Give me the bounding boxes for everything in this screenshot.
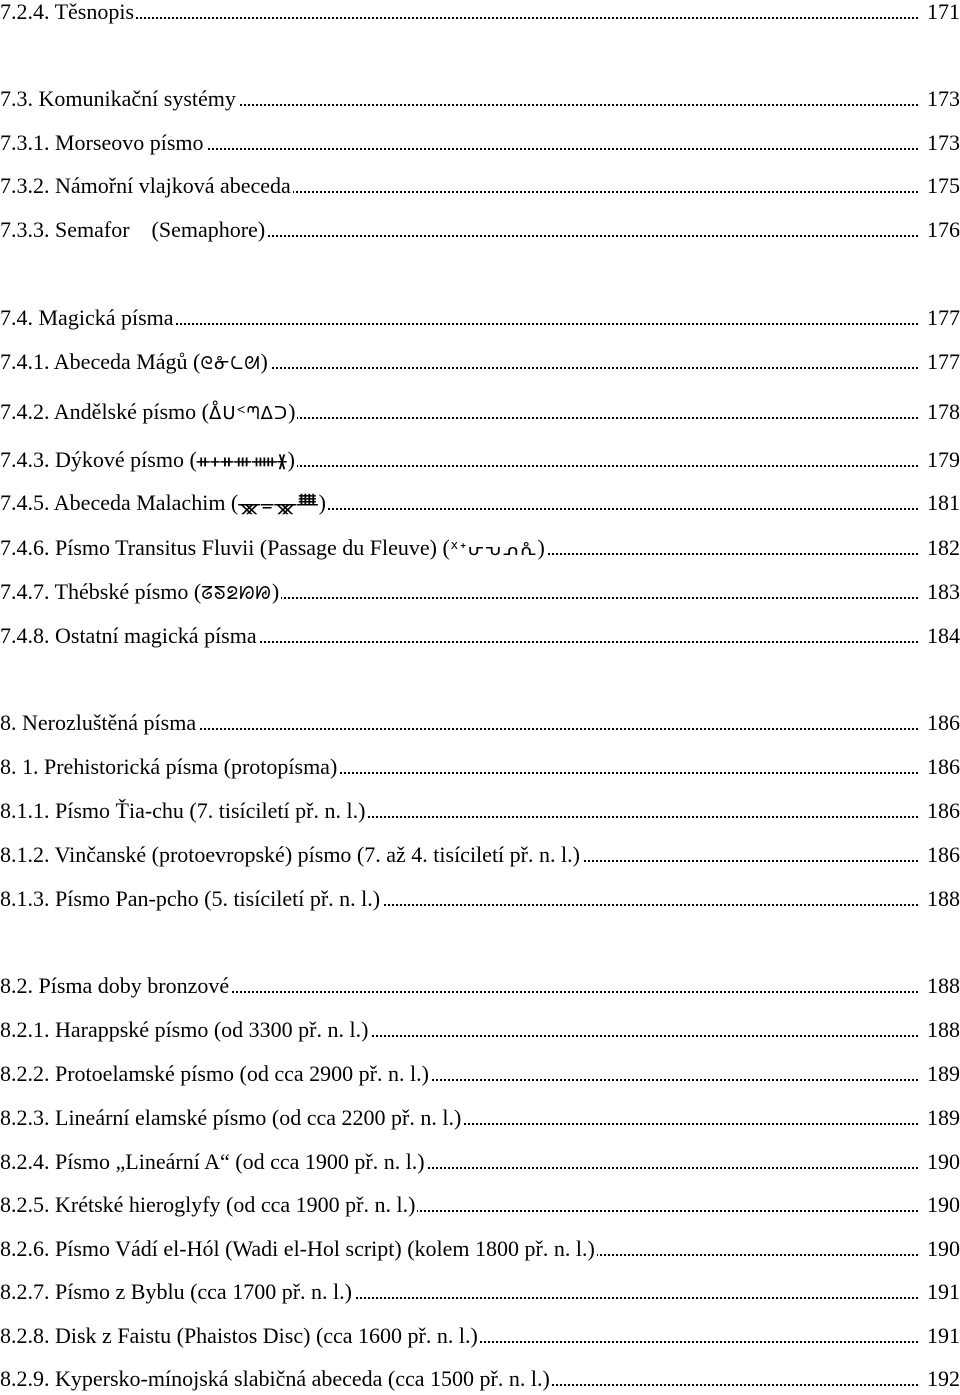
toc-entry-title-end: ) <box>537 535 545 560</box>
toc-page-number: 189 <box>918 1103 960 1133</box>
toc-entry[interactable] <box>0 1103 960 1133</box>
toc-entry[interactable] <box>0 84 960 114</box>
toc-entry[interactable] <box>0 171 960 201</box>
toc-page-number: 190 <box>918 1190 960 1220</box>
toc-entry[interactable] <box>0 1015 960 1045</box>
toc-page-number: 188 <box>918 1015 960 1045</box>
toc-entry-title-start: 7.4.7. Thébské písmo ( <box>0 579 202 604</box>
toc-entry-title: 8.2. Písma doby bronzové <box>0 971 231 1001</box>
toc-entry[interactable] <box>0 303 960 333</box>
toc-entry-title: 7.3.2. Námořní vlajková abeceda <box>0 171 293 201</box>
toc-entry[interactable] <box>0 752 960 782</box>
toc-page-number: 173 <box>918 84 960 114</box>
toc-entry[interactable] <box>0 708 960 738</box>
toc-entry[interactable] <box>0 445 960 475</box>
toc-page-number: 192 <box>918 1364 960 1394</box>
toc-entry-title <box>0 445 297 477</box>
toc-entry-title <box>0 397 297 429</box>
transitus-fluvii-glyphs: ᕁᕀᕂᕃᕄᕅ <box>449 539 538 560</box>
toc-entry-title <box>0 347 270 379</box>
toc-entry-title <box>0 488 328 520</box>
toc-entry-title: 8. 1. Prehistorická písma (protopísma) <box>0 752 339 782</box>
magic-script-glyphs: ᘓᓁᘇᘛ <box>200 353 261 374</box>
toc-entry-title: 8.2.9. Kypersko-mínojská slabičná abeceda (cca 1500 př. n. l.) <box>0 1364 552 1394</box>
toc-entry-title: 8. Nerozluštěná písma <box>0 708 198 738</box>
toc-entry-title: 8.2.5. Krétské hieroglyfy (od cca 1900 př. n. l.) <box>0 1190 417 1220</box>
toc-page-number: 178 <box>918 397 960 427</box>
toc-entry[interactable] <box>0 971 960 1001</box>
toc-entry-title-end: ) <box>260 349 268 374</box>
toc-page-number: 181 <box>918 488 960 518</box>
toc-page-number: 177 <box>918 347 960 377</box>
toc-entry-title: 7.4.8. Ostatní magická písma <box>0 621 259 651</box>
toc-entry-title-start: 7.4.5. Abeceda Malachim ( <box>0 490 239 515</box>
theban-script-glyphs: ᘔᘕᘖᘗᘘ <box>201 583 272 604</box>
toc-entry[interactable] <box>0 577 960 607</box>
toc-entry[interactable] <box>0 0 960 27</box>
toc-page-number: 186 <box>918 840 960 870</box>
toc-entry[interactable] <box>0 128 960 158</box>
toc-entry-title: 7.4. Magická písma <box>0 303 176 333</box>
toc-page-number: 182 <box>918 533 960 563</box>
toc-entry-title: 8.2.7. Písmo z Byblu (cca 1700 př. n. l.) <box>0 1277 354 1307</box>
dagger-script-glyphs: ᚑᚐᚑᚒᚔᚕ <box>196 451 288 472</box>
toc-page-number: 184 <box>918 621 960 651</box>
toc-page-number: 191 <box>918 1277 960 1307</box>
toc-page-number: 186 <box>918 796 960 826</box>
toc-entry-title: 7.2.4. Těsnopis <box>0 0 136 27</box>
toc-page-number: 190 <box>918 1234 960 1264</box>
toc-entry[interactable] <box>0 1147 960 1177</box>
toc-page-number: 176 <box>918 215 960 245</box>
toc-entry[interactable] <box>0 1364 960 1394</box>
toc-entry[interactable] <box>0 1059 960 1089</box>
toc-entry[interactable] <box>0 533 960 563</box>
toc-entry-title: 8.2.4. Písmo „Lineární A“ (od cca 1900 př. n. l.) <box>0 1147 427 1177</box>
toc-page-number: 186 <box>918 752 960 782</box>
toc-page-number: 190 <box>918 1147 960 1177</box>
toc-entry-title-end: ) <box>288 399 296 424</box>
toc-entry[interactable] <box>0 840 960 870</box>
toc-page-number: 189 <box>918 1059 960 1089</box>
toc-page-number: 177 <box>918 303 960 333</box>
toc-entry-title-start: 7.4.6. Písmo Transitus Fluvii (Passage du Fleuve) ( <box>0 535 450 560</box>
malachim-script-glyphs: ᚘᚚᚘᚙ <box>238 494 319 515</box>
toc-entry-title: 8.2.8. Disk z Faistu (Phaistos Disc) (cca 1600 př. n. l.) <box>0 1321 480 1351</box>
toc-entry-title: 7.3.1. Morseovo písmo <box>0 128 206 158</box>
angelic-script-glyphs: ᐂᑌᑉᘉᐃᑐ <box>209 403 289 424</box>
toc-entry-title: 8.1.3. Písmo Pan-pcho (5. tisíciletí př. n. l.) <box>0 884 382 914</box>
toc-entry[interactable] <box>0 1277 960 1307</box>
toc-entry-title: 7.3. Komunikační systémy <box>0 84 238 114</box>
toc-page-number: 171 <box>918 0 960 27</box>
toc-entry[interactable] <box>0 488 960 518</box>
toc-page-number: 173 <box>918 128 960 158</box>
toc-page-number: 186 <box>918 708 960 738</box>
toc-entry[interactable] <box>0 621 960 651</box>
toc-entry[interactable] <box>0 1321 960 1351</box>
toc-entry-title-start: 7.4.3. Dýkové písmo ( <box>0 447 197 472</box>
dot-leader <box>0 17 918 19</box>
toc-entry[interactable] <box>0 796 960 826</box>
toc-entry-title: 8.2.6. Písmo Vádí el-Hól (Wadi el-Hol script) (kolem 1800 př. n. l.) <box>0 1234 597 1264</box>
toc-entry-title: 8.2.1. Harappské písmo (od 3300 př. n. l.) <box>0 1015 370 1045</box>
toc-entry-title-end: ) <box>271 579 280 604</box>
toc-page-number: 179 <box>918 445 960 475</box>
toc-entry-title: 8.1.2. Vinčanské (protoevropské) písmo (7. až 4. tisíciletí př. n. l.) <box>0 840 582 870</box>
toc-entry-title-start: 7.4.2. Andělské písmo ( <box>0 399 209 424</box>
toc-page-number: 175 <box>918 171 960 201</box>
toc-entry-title: 7.3.3. Semafor (Semaphore) <box>0 215 267 245</box>
toc-entry[interactable] <box>0 1190 960 1220</box>
toc-entry[interactable] <box>0 347 960 377</box>
toc-entry-title: 8.2.3. Lineární elamské písmo (od cca 2200 př. n. l.) <box>0 1103 463 1133</box>
toc-entry-title-end: ) <box>318 490 326 515</box>
toc-entry-title <box>0 533 547 565</box>
toc-page-number: 188 <box>918 884 960 914</box>
toc-entry-title <box>0 577 281 609</box>
toc-entry[interactable] <box>0 215 960 245</box>
toc-entry-title: 8.1.1. Písmo Ťia-chu (7. tisíciletí př. n. l.) <box>0 796 367 826</box>
toc-entry[interactable] <box>0 397 960 427</box>
toc-entry[interactable] <box>0 1234 960 1264</box>
toc-page-number: 188 <box>918 971 960 1001</box>
toc-entry-title: 8.2.2. Protoelamské písmo (od cca 2900 př. n. l.) <box>0 1059 431 1089</box>
toc-page-number: 191 <box>918 1321 960 1351</box>
toc-entry-title-end: ) <box>287 447 295 472</box>
toc-entry-title-start: 7.4.1. Abeceda Mágů ( <box>0 349 201 374</box>
toc-entry[interactable] <box>0 884 960 914</box>
toc-page-number: 183 <box>918 577 960 607</box>
